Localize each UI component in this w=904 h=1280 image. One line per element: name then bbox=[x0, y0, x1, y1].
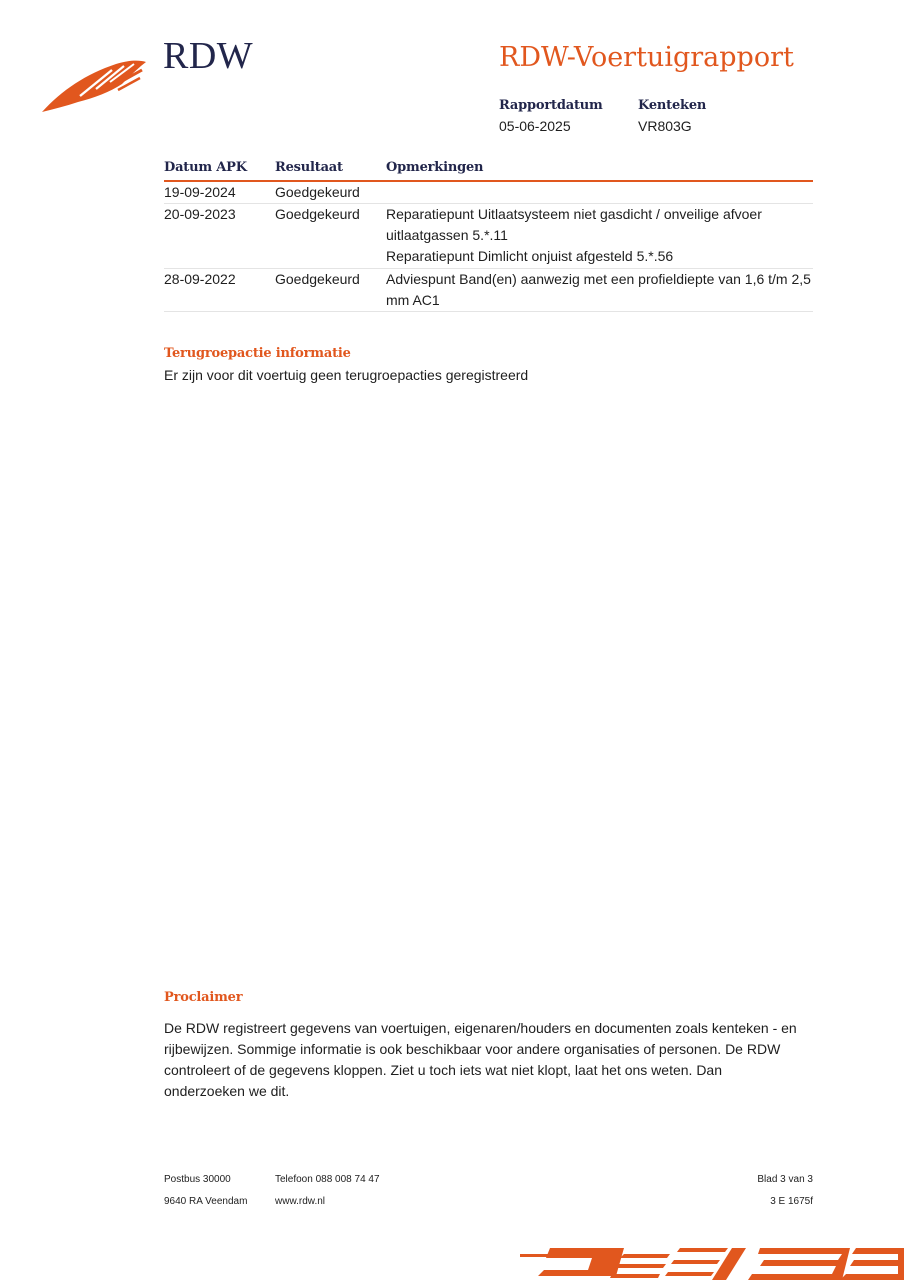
apk-date: 20-09-2023 bbox=[164, 206, 236, 222]
footer-document-code: 3 E 1675f bbox=[770, 1196, 813, 1207]
apk-remarks bbox=[386, 269, 813, 311]
proclaimer-title: Proclaimer bbox=[164, 990, 243, 1005]
document-title: RDW-Voertuigrapport bbox=[499, 42, 794, 73]
apk-table-header bbox=[164, 158, 813, 182]
rdw-feather-logo-icon bbox=[40, 56, 148, 116]
plate-value: VR803G bbox=[638, 118, 692, 134]
recall-text: Er zijn voor dit voertuig geen terugroepacties geregistreerd bbox=[164, 367, 529, 383]
apk-result: Goedgekeurd bbox=[275, 271, 360, 287]
footer-phone: Telefoon 088 008 74 47 bbox=[275, 1174, 380, 1185]
remark: Reparatiepunt Uitlaatsysteem niet gasdicht / onveilige afvoer uitlaatgassen 5.*.11 bbox=[386, 206, 762, 243]
column-header-date: Datum APK bbox=[164, 160, 247, 175]
apk-result: Goedgekeurd bbox=[275, 206, 360, 222]
apk-remarks bbox=[386, 204, 813, 267]
logo-text: RDW bbox=[163, 35, 254, 77]
apk-date: 19-09-2024 bbox=[164, 184, 236, 200]
proclaimer-text: De RDW registreert gegevens van voertuigen, eigenaren/houders en documenten zoals kenteken - en rijbewijzen. Sommige informatie is ook beschikbaar voor andere organisaties of personen. De RDW controleert of de gegevens kloppen. Ziet u toch iets wat niet klopt, laat het ons weten. Dan onderzoeken we dit. bbox=[164, 1020, 797, 1099]
column-header-remarks: Opmerkingen bbox=[386, 160, 484, 175]
footer-website[interactable]: www.rdw.nl bbox=[275, 1196, 326, 1207]
footer-page-number: Blad 3 van 3 bbox=[757, 1174, 813, 1185]
column-header-result: Resultaat bbox=[275, 160, 343, 175]
remark: Adviespunt Band(en) aanwezig met een profieldiepte van 1,6 t/m 2,5 mm AC1 bbox=[386, 271, 811, 308]
table-row bbox=[164, 204, 813, 269]
recall-section-title: Terugroepactie informatie bbox=[164, 346, 351, 361]
report-date-label: Rapportdatum bbox=[499, 98, 603, 113]
apk-date: 28-09-2022 bbox=[164, 271, 236, 287]
table-row bbox=[164, 182, 813, 204]
footer-city: 9640 RA Veendam bbox=[164, 1196, 248, 1207]
plate-label: Kenteken bbox=[638, 98, 707, 113]
apk-table bbox=[164, 158, 813, 312]
table-row bbox=[164, 269, 813, 312]
remark: Reparatiepunt Dimlicht onjuist afgesteld 5.*.56 bbox=[386, 248, 674, 264]
footer-postbus: Postbus 30000 bbox=[164, 1174, 231, 1185]
rdw-speed-stripes-icon bbox=[520, 1244, 904, 1280]
report-date-value: 05-06-2025 bbox=[499, 118, 571, 134]
apk-result: Goedgekeurd bbox=[275, 184, 360, 200]
